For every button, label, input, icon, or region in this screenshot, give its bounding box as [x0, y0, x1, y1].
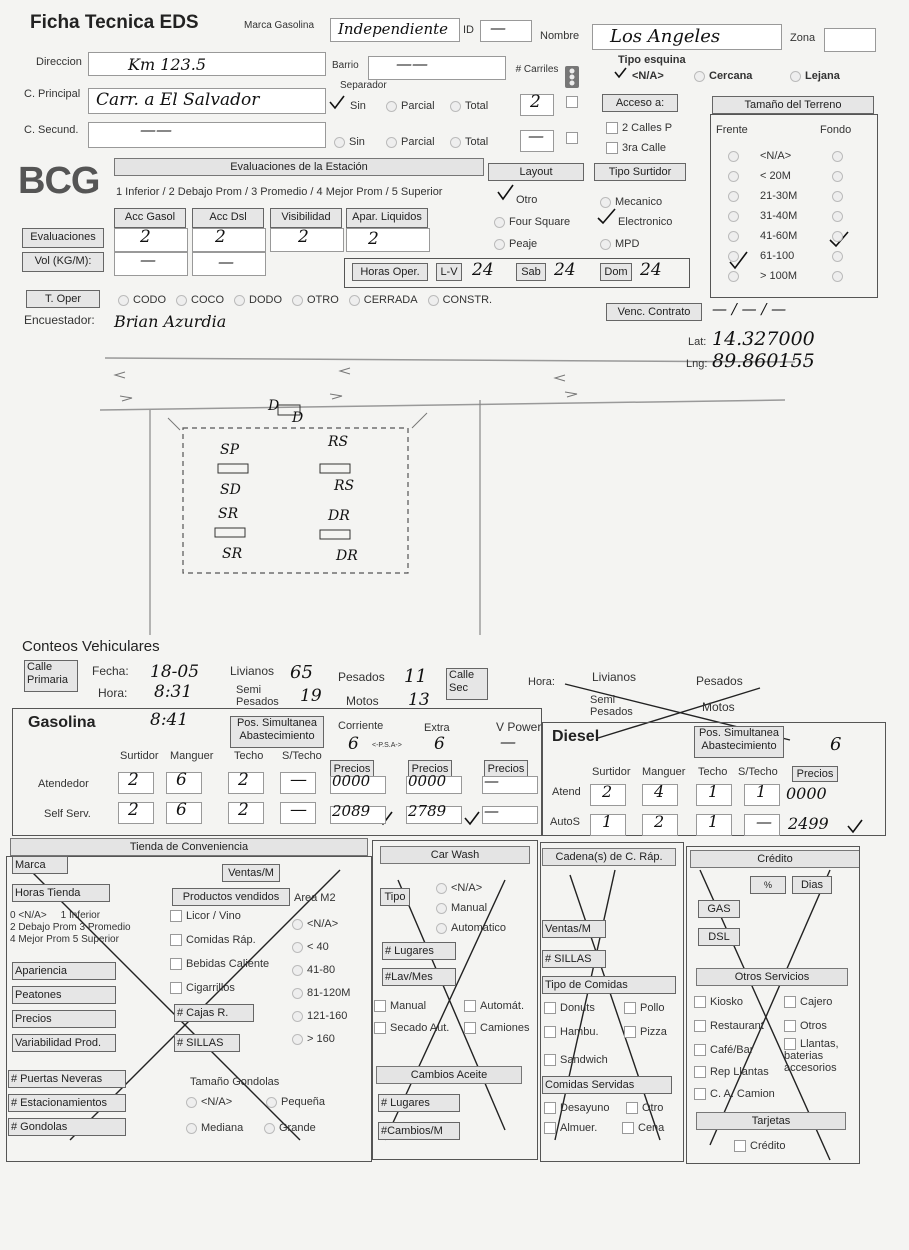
esquina-na[interactable]: <N/A>	[632, 70, 664, 82]
otros[interactable]: Otros	[784, 1020, 827, 1032]
motos-label: Motos	[346, 694, 379, 708]
carriles2-check[interactable]	[566, 132, 582, 144]
area-option[interactable]: 81-120M	[292, 987, 350, 999]
surtidor-mecanico[interactable]: Mecanico	[600, 196, 662, 208]
comidas-servidas: Comidas Servidas	[542, 1076, 672, 1094]
gasolina-title: Gasolina	[28, 714, 96, 731]
tienda-scale	[10, 910, 170, 946]
ca-camion[interactable]: C. A. Camion	[694, 1088, 775, 1100]
estacionamientos: # Estacionamientos	[8, 1094, 126, 1112]
terreno-frente-radio[interactable]	[728, 230, 743, 242]
area-option[interactable]: 41-80	[292, 964, 335, 976]
gas-cell-value: —	[290, 800, 307, 820]
tarjetas-title: Tarjetas	[696, 1112, 846, 1130]
vpower-label: V Power	[496, 720, 542, 734]
col-acc-gasol: Acc Gasol	[114, 208, 186, 228]
hora-label: Hora:	[98, 686, 128, 700]
dsl-col-techo: Techo	[698, 766, 728, 778]
encuestador-label: Encuestador:	[24, 313, 95, 327]
horas-oper-button[interactable]: Horas Oper.	[352, 263, 428, 281]
donuts[interactable]: Donuts	[544, 1002, 595, 1014]
sketch-label-dr2: DR	[336, 548, 358, 564]
t-oper-option[interactable]: CERRADA	[349, 294, 418, 306]
eval-apar-value: 2	[368, 229, 379, 249]
gas-price-value: —	[484, 772, 499, 790]
col-apar-liquidos: Apar. Liquidos	[346, 208, 428, 228]
sketch-label-sr2: SR	[222, 546, 243, 562]
area-label: Area M2	[294, 892, 336, 904]
tienda-title: Tienda de Conveniencia	[10, 838, 368, 856]
c-secund-field[interactable]	[88, 122, 326, 148]
sketch-label-dr1: DR	[328, 508, 350, 524]
cadena-sillas: # SILLAS	[542, 950, 606, 968]
dsl-atend-label: Atend	[552, 786, 581, 798]
terreno-option-label: <N/A>	[760, 150, 792, 162]
evaluaciones-title: Evaluaciones de la Estación	[114, 158, 484, 176]
separador-label: Separador	[340, 80, 387, 91]
cadena-title: Cadena(s) de C. Ráp.	[542, 848, 676, 866]
cadena-ventas: Ventas/M	[542, 920, 606, 938]
product-item[interactable]: Bebidas Caliente	[170, 958, 269, 970]
credito-dsl: DSL	[698, 928, 740, 946]
esquina-cercana[interactable]: Cercana	[694, 70, 752, 82]
cw-na[interactable]: <N/A>	[436, 882, 482, 894]
dom-value: 24	[640, 260, 662, 280]
livianos-label: Livianos	[230, 664, 275, 678]
gas-cell-value: 2	[238, 800, 249, 820]
dsl-autos-label: AutoS	[550, 816, 580, 828]
tienda-eval-item: Peatones	[12, 986, 116, 1004]
cafe-bar[interactable]: Café/Bar	[694, 1044, 753, 1056]
pesados-value: 11	[404, 666, 427, 687]
tienda-eval-item: Apariencia	[12, 962, 116, 980]
terreno-fondo-radio[interactable]	[832, 250, 847, 262]
pesados-label: Pesados	[338, 670, 385, 684]
sketch-label-rs2: RS	[334, 478, 355, 494]
id-field[interactable]	[480, 20, 532, 42]
gas-col-surtidor: Surtidor	[120, 750, 159, 762]
dsl-cell-value: 4	[654, 782, 665, 801]
t-oper-option[interactable]: OTRO	[292, 294, 339, 306]
otro[interactable]: Otro	[626, 1102, 663, 1114]
gas-price-value: 2789	[408, 802, 447, 820]
dsl-cell-value: 2	[602, 782, 613, 801]
nombre-label: Nombre	[540, 30, 580, 42]
layout-otro[interactable]: Otro	[516, 194, 538, 206]
eval-scale: 1 Inferior / 2 Debajo Prom / 3 Promedio / 4 Mejor Prom / 5 Superior	[116, 186, 443, 198]
tienda-eval-item: Precios	[12, 1010, 116, 1028]
puertas-neveras: # Puertas Neveras	[8, 1070, 126, 1088]
product-item[interactable]: Comidas Ráp.	[170, 934, 256, 946]
vol-dsl-value: —	[218, 252, 234, 271]
dsl-cell-value: 1	[602, 812, 613, 831]
cajas-label: # Cajas R.	[174, 1004, 254, 1022]
terreno-fondo-radio[interactable]	[832, 150, 847, 162]
gas-price-value: 2089	[332, 802, 371, 820]
corriente-label: Corriente	[338, 720, 384, 732]
hora-value: 8:31	[154, 682, 193, 702]
pesados2-label: Pesados	[696, 674, 743, 688]
cw-automat[interactable]: Automát.	[464, 1000, 524, 1012]
scale-1: 1 Inferior	[60, 910, 101, 921]
fondo-label: Fondo	[820, 124, 852, 136]
fecha-label: Fecha:	[92, 664, 129, 678]
acceso-button[interactable]: Acceso a:	[602, 94, 678, 112]
terreno-frente-radio[interactable]	[728, 250, 743, 262]
eval-acc-gasol-value: 2	[140, 227, 151, 247]
gas-col-techo: Techo	[234, 750, 264, 762]
vol-label: Vol (KG/M):	[22, 252, 104, 272]
acceso-2calles[interactable]: 2 Calles P	[606, 122, 672, 134]
gas-precios-2: Precios	[408, 760, 452, 778]
terreno-option-label: 41-60M	[760, 230, 798, 242]
eval-visibilidad-value: 2	[298, 227, 309, 247]
hora-sec-label: Hora:	[528, 676, 555, 688]
horas-tienda: Horas Tienda	[12, 884, 110, 902]
llantas[interactable]: Llantas, baterias accesorios	[784, 1038, 839, 1074]
psa-label: <-P.S.A->	[372, 742, 402, 749]
gas-cell-value: 6	[176, 770, 187, 790]
dsl-pos-value: 6	[830, 734, 842, 755]
cambios-lugares: # Lugares	[378, 1094, 460, 1112]
sab-label: Sab	[516, 263, 546, 281]
eval-acc-dsl-value: 2	[215, 227, 226, 247]
sketch-label-sp: SP	[220, 442, 240, 458]
gas-cell-value: 2	[128, 770, 139, 790]
fecha-value: 18-05	[150, 662, 200, 682]
form-title: Ficha Tecnica EDS	[30, 12, 199, 33]
hambu[interactable]: Hambu.	[544, 1026, 599, 1038]
terreno-option-label: 31-40M	[760, 210, 798, 222]
gas-col-manguer: Manguer	[170, 750, 214, 762]
dsl-col-manguer: Manguer	[642, 766, 686, 778]
col-acc-dsl: Acc Dsl	[192, 208, 264, 228]
gas-precios-1: Precios	[330, 760, 374, 778]
cw-lav: #Lav/Mes	[382, 968, 456, 986]
terreno-fondo-radio[interactable]	[832, 190, 847, 202]
terreno-frente-radio[interactable]	[728, 170, 743, 182]
cambios-title: Cambios Aceite	[376, 1066, 522, 1084]
scale-5: 5 Superior	[72, 934, 119, 945]
sep-total[interactable]: Total	[450, 100, 488, 112]
carriles2-value: —	[528, 126, 544, 145]
restaurant[interactable]: Restaurant	[694, 1020, 764, 1032]
semi2-label: Semi Pesados	[590, 694, 633, 718]
vol-gasol-value: —	[140, 250, 156, 269]
sketch-label-sr1: SR	[218, 506, 239, 522]
surtidor-electronico[interactable]: Electronico	[618, 216, 673, 228]
dsl-cell-value: 1	[708, 782, 719, 801]
livianos-value: 65	[290, 662, 313, 683]
lv-label: L-V	[436, 263, 462, 281]
t-oper-option[interactable]: DODO	[234, 294, 282, 306]
calle-sec-label: Calle Sec	[446, 668, 488, 700]
tienda-marca: Marca	[12, 856, 68, 874]
area-option[interactable]: > 160	[292, 1033, 335, 1045]
barrio-label: Barrio	[332, 60, 359, 71]
scale-2: 2 Debajo Prom	[10, 922, 77, 933]
dom-label: Dom	[600, 263, 632, 281]
scale-0: 0 <N/A>	[10, 910, 47, 921]
venc-contrato-value: — / — / —	[712, 300, 787, 318]
gas-cell-value: —	[290, 770, 307, 790]
t-oper-option[interactable]: CODO	[118, 294, 166, 306]
desayuno[interactable]: Desayuno	[544, 1102, 610, 1114]
sep-sin[interactable]: Sin	[350, 100, 366, 112]
marca-label: Marca Gasolina	[244, 20, 315, 31]
dsl-cell-value: 1	[708, 812, 719, 831]
eval-apar-field[interactable]	[346, 228, 430, 252]
tarjeta-credito[interactable]: Crédito	[734, 1140, 785, 1152]
lng-value: 89.860155	[712, 350, 815, 372]
sketch-label-sd: SD	[220, 482, 241, 498]
dsl-pos-sim-button[interactable]: Pos. Simultanea Abastecimiento	[694, 726, 784, 758]
dsl-col-surtidor: Surtidor	[592, 766, 631, 778]
direccion-label: Direccion	[36, 56, 82, 68]
carriles-label: # Carriles	[515, 64, 559, 75]
terreno-frente-radio[interactable]	[728, 150, 743, 162]
gond-grande[interactable]: Grande	[264, 1122, 316, 1134]
terreno-fondo-radio[interactable]	[832, 210, 847, 222]
terreno-frente-radio[interactable]	[728, 190, 743, 202]
layout-four[interactable]: Four Square	[494, 216, 570, 228]
product-item[interactable]: Cigarrillos	[170, 982, 235, 994]
dsl-col-stecho: S/Techo	[738, 766, 778, 778]
direccion-field[interactable]	[88, 52, 326, 76]
self-serv-label: Self Serv.	[44, 808, 91, 820]
credito-dias: Dias	[792, 876, 832, 894]
zona-field[interactable]	[824, 28, 876, 52]
gondolas: # Gondolas	[8, 1118, 126, 1136]
cw-secado[interactable]: Secado Aut.	[374, 1022, 449, 1034]
almuer[interactable]: Almuer.	[544, 1122, 597, 1134]
sep2-total[interactable]: Total	[450, 136, 488, 148]
livianos2-label: Livianos	[592, 670, 637, 684]
motos-value: 13	[408, 690, 430, 710]
carriles-check[interactable]	[566, 96, 582, 108]
otros-servicios-title: Otros Servicios	[696, 968, 848, 986]
c-secund-value: ——	[140, 120, 172, 139]
terreno-option-label: > 100M	[760, 270, 797, 282]
carwash-title: Car Wash	[380, 846, 530, 864]
sep2-parcial[interactable]: Parcial	[386, 136, 435, 148]
terreno-fondo-radio[interactable]	[832, 230, 847, 242]
lat-label: Lat:	[688, 336, 707, 348]
marca-value: Independiente	[338, 20, 449, 38]
kiosko[interactable]: Kiosko	[694, 996, 743, 1008]
terreno-frente-radio[interactable]	[728, 210, 743, 222]
id-label: ID	[463, 24, 474, 36]
conteos-title: Conteos Vehiculares	[22, 638, 160, 655]
sep2-sin[interactable]: Sin	[334, 136, 365, 148]
area-option[interactable]: <N/A>	[292, 918, 338, 930]
pollo[interactable]: Pollo	[624, 1002, 664, 1014]
traffic-light-icon	[562, 64, 582, 90]
direccion-value: Km 123.5	[128, 55, 207, 74]
c-secund-label: C. Secund.	[24, 124, 79, 136]
tipo-esquina-label: Tipo esquina	[618, 54, 686, 66]
barrio-value: ——	[396, 54, 428, 73]
cena[interactable]: Cena	[622, 1122, 664, 1134]
zona-label: Zona	[790, 32, 816, 44]
sketch-label-rs1: RS	[328, 434, 349, 450]
bcg-logo: BCG	[18, 160, 100, 202]
id-value: —	[490, 18, 506, 37]
sab-value: 24	[554, 260, 576, 280]
dsl-cell-value: 1	[756, 782, 767, 801]
tipo-surtidor-button[interactable]: Tipo Surtidor	[594, 163, 686, 181]
area-option[interactable]: < 40	[292, 941, 329, 953]
hora2-value: 8:41	[150, 710, 189, 730]
dsl-precios: Precios	[792, 766, 838, 782]
c-principal-value: Carr. a El Salvador	[96, 90, 260, 110]
gond-na[interactable]: <N/A>	[186, 1096, 232, 1108]
terreno-frente-radio[interactable]	[728, 270, 743, 282]
gas-price-value: 0000	[332, 772, 371, 790]
tipo-comidas: Tipo de Comidas	[542, 976, 676, 994]
t-oper-button[interactable]: T. Oper	[26, 290, 100, 308]
surtidor-mpd[interactable]: MPD	[600, 238, 639, 250]
area-option[interactable]: 121-160	[292, 1010, 347, 1022]
product-item[interactable]: Licor / Vino	[170, 910, 241, 922]
carwash-tipo: Tipo	[380, 888, 410, 906]
acceso-3ra[interactable]: 3ra Calle	[606, 142, 666, 154]
col-visibilidad: Visibilidad	[270, 208, 342, 228]
layout-button[interactable]: Layout	[488, 163, 584, 181]
t-oper-option[interactable]: CONSTR.	[428, 294, 493, 306]
barrio-field[interactable]	[368, 56, 506, 80]
terreno-fondo-radio[interactable]	[832, 170, 847, 182]
t-oper-options	[118, 294, 502, 306]
credito-pct: %	[750, 876, 786, 894]
terreno-option-label: 21-30M	[760, 190, 798, 202]
lv-value: 24	[472, 260, 494, 280]
gas-cell-value: 2	[238, 770, 249, 790]
productos-vendidos: Productos vendidos	[172, 888, 290, 906]
extra-value: 6	[434, 734, 445, 754]
cw-manual2[interactable]: Manual	[374, 1000, 426, 1012]
sketch-label-d1: D	[268, 398, 280, 414]
credito-title: Crédito	[690, 850, 860, 868]
cw-lugares: # Lugares	[382, 942, 456, 960]
nombre-value: Los Angeles	[610, 26, 721, 47]
gas-cell-value: 6	[176, 800, 187, 820]
sketch-label-d2: D	[292, 410, 304, 426]
tienda-eval-item: Variabilidad Prod.	[12, 1034, 116, 1052]
dsl-cell-value: 2	[654, 812, 665, 831]
lng-label: Lng:	[686, 358, 708, 370]
esquina-lejana[interactable]: Lejana	[790, 70, 840, 82]
cambios-mes: #Cambios/M	[378, 1122, 460, 1140]
tienda-sillas: # SILLAS	[174, 1034, 240, 1052]
gas-cell-value: 2	[128, 800, 139, 820]
pizza[interactable]: Pizza	[624, 1026, 667, 1038]
frente-label: Frente	[716, 124, 748, 136]
extra-label: Extra	[424, 722, 450, 734]
venc-contrato-button[interactable]: Venc. Contrato	[606, 303, 702, 321]
eval-acc-gasol-field[interactable]	[114, 228, 188, 252]
sandwich[interactable]: Sandwich	[544, 1054, 608, 1066]
diesel-title: Diesel	[552, 728, 600, 745]
tamano-gondolas: Tamaño Gondolas	[190, 1076, 280, 1088]
gas-price-value: —	[484, 802, 499, 820]
vpower-value: —	[500, 732, 516, 751]
gas-price-value: 0000	[408, 772, 447, 790]
atendedor-label: Atendedor	[38, 778, 89, 790]
gas-col-stecho: S/Techo	[282, 750, 322, 762]
dsl-cell-value: —	[756, 812, 772, 831]
sep-parcial[interactable]: Parcial	[386, 100, 435, 112]
encuestador-value: Brian Azurdia	[114, 312, 227, 331]
carriles-value: 2	[530, 92, 541, 112]
terreno-option-label: 61-100	[760, 250, 795, 262]
cajero[interactable]: Cajero	[784, 996, 832, 1008]
rep-llantas[interactable]: Rep Llantas	[694, 1066, 769, 1078]
gond-mediana[interactable]: Mediana	[186, 1122, 243, 1134]
c-principal-label: C. Principal	[24, 88, 81, 100]
gas-precios-3: Precios	[484, 760, 528, 778]
motos2-label: Motos	[702, 700, 735, 714]
gond-pequena[interactable]: Pequeña	[266, 1096, 325, 1108]
semi-value: 19	[300, 686, 322, 706]
terreno-option-label: < 20M	[760, 170, 791, 182]
cw-manual[interactable]: Manual	[436, 902, 487, 914]
dsl-atend-precio: 0000	[786, 784, 827, 803]
dsl-autos-precio: 2499	[788, 814, 829, 833]
terreno-title: Tamaño del Terreno	[712, 96, 874, 114]
credito-gas: GAS	[698, 900, 740, 918]
cw-auto[interactable]: Automatico	[436, 922, 506, 934]
scale-3: 3 Promedio	[79, 922, 131, 933]
t-oper-option[interactable]: COCO	[176, 294, 224, 306]
cw-camiones[interactable]: Camiones	[464, 1022, 530, 1034]
tienda-ventas: Ventas/M	[222, 864, 280, 882]
layout-peaje[interactable]: Peaje	[494, 238, 537, 250]
scale-4: 4 Mejor Prom	[10, 934, 71, 945]
gas-pos-sim-button[interactable]: Pos. Simultanea Abastecimiento	[230, 716, 324, 748]
eval-acc-dsl-field[interactable]	[192, 228, 266, 252]
evaluaciones-row-label: Evaluaciones	[22, 228, 104, 248]
lat-value: 14.327000	[712, 328, 815, 350]
semi-label: Semi Pesados	[236, 684, 279, 708]
terreno-fondo-radio[interactable]	[832, 270, 847, 282]
calle-primaria-label: Calle Primaria	[24, 660, 78, 692]
corriente-value: 6	[348, 734, 359, 754]
